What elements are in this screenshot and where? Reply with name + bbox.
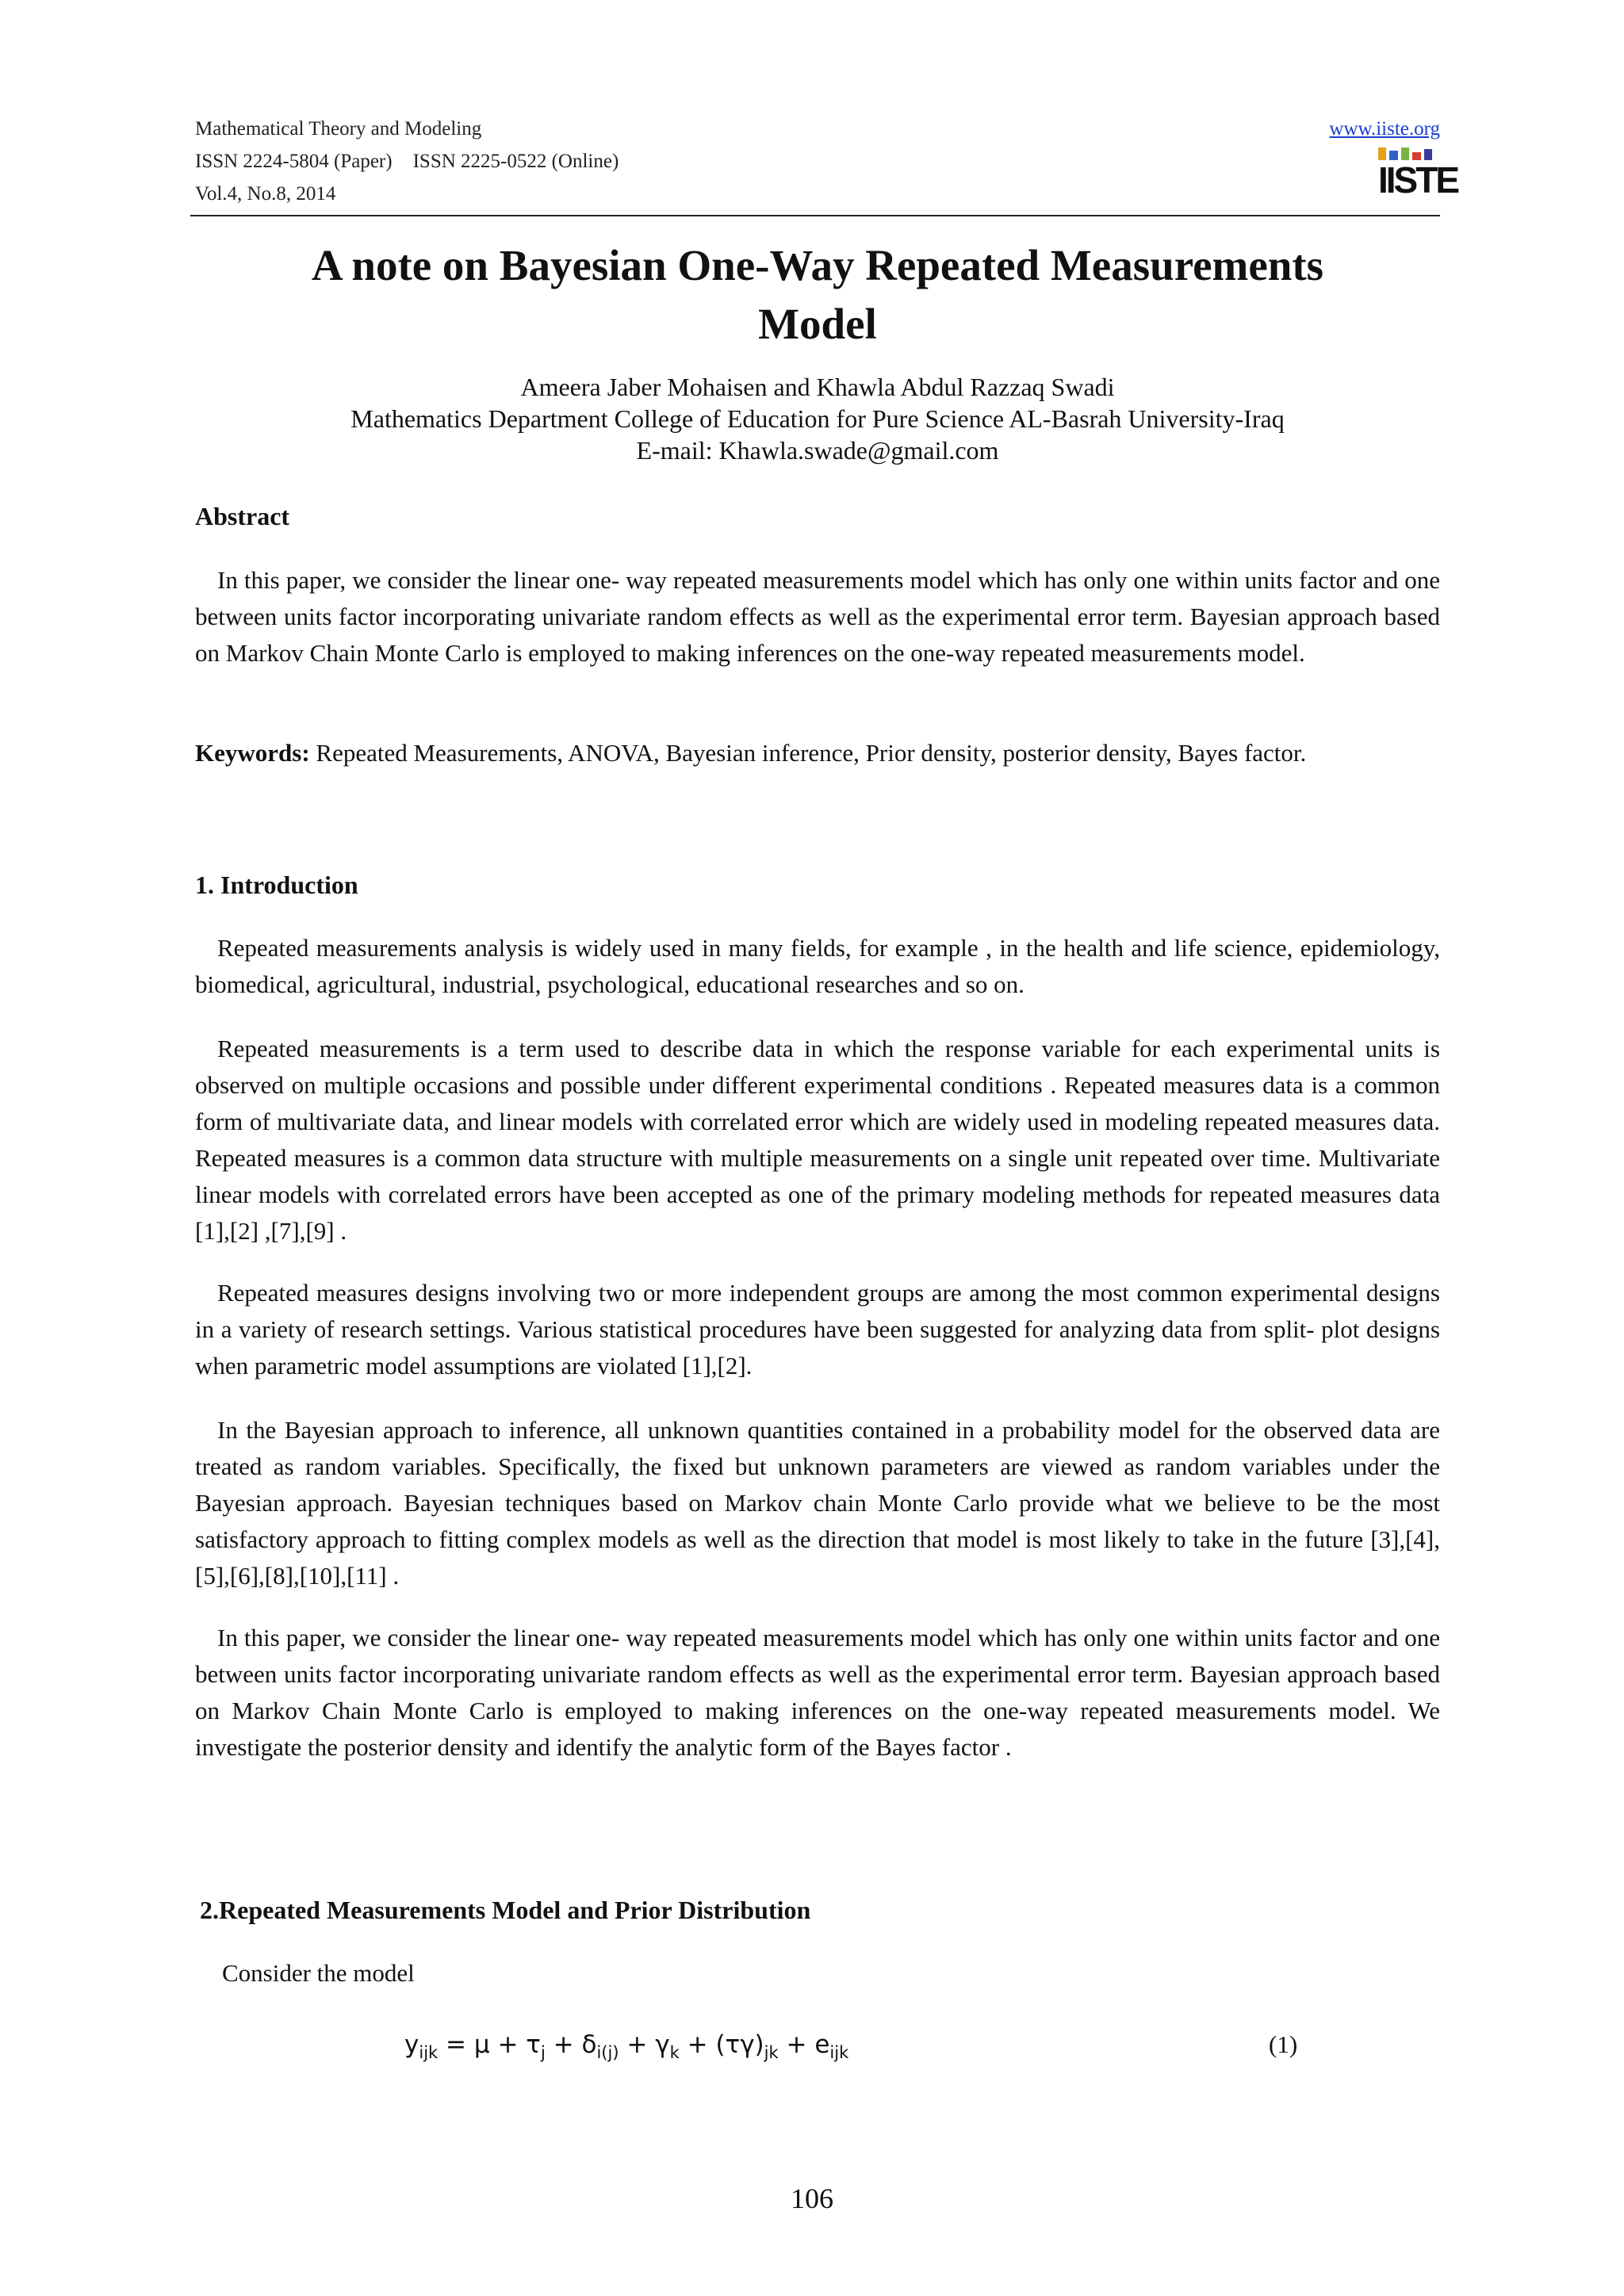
author-names: Ameera Jaber Mohaisen and Khawla Abdul Razzaq Swadi [520, 373, 1115, 401]
intro-paragraph-1: Repeated measurements analysis is widely used in many fields, for example , in the health and life science, epidemiology, biomedical, agricultural, industrial, psychological, educational researches and so on. [195, 934, 1440, 998]
paper-title [195, 236, 1440, 354]
volume-info: Vol.4, No.8, 2014 [195, 183, 336, 205]
page-number: 106 [791, 2183, 833, 2214]
intro-paragraph-2: Repeated measurements is a term used to describe data in which the response variable for each experimental units is observed on multiple occasions and possible under different experimental conditions . Repeated measures data is a common form of multivariate data, and linear models with correlated error which are widely used in modeling repeated measures data. Repeated measures is a common data structure with multiple measurements on a single unit repeated over time. Multivariate linear models with correlated errors have been accepted as one of the primary modeling methods for repeated measures data [1],[2] ,[7],[9] . [195, 1035, 1440, 1245]
logo-bars-icon [1378, 147, 1432, 160]
author-block [195, 371, 1440, 466]
abstract-text: In this paper, we consider the linear one- way repeated measurements model which has only one within units factor and one between units factor incorporating univariate random effects as well as the experimental error term. Bayesian approach based on Markov Chain Monte Carlo is employed to making inferences on the one-way repeated measurements model. [195, 566, 1440, 667]
journal-header [195, 113, 619, 210]
issn-online: ISSN 2225-0522 (Online) [412, 151, 619, 172]
intro-paragraph-3: Repeated measures designs involving two or more independent groups are among the most common experimental designs in a variety of research settings. Various statistical procedures have been suggested for analyzing data from split- plot designs when parametric model assumptions are violated [1],[2]. [195, 1279, 1440, 1380]
issn-line [195, 145, 619, 178]
header-divider [190, 215, 1440, 216]
equation-number: (1) [1269, 2030, 1298, 2058]
keywords-text: Repeated Measurements, ANOVA, Bayesian inference, Prior density, posterior density, Bayes factor. [309, 739, 1307, 767]
section-2-heading: 2.Repeated Measurements Model and Prior Distribution [200, 1896, 811, 1924]
keywords [195, 735, 1385, 771]
abstract-heading: Abstract [195, 502, 290, 530]
affiliation: Mathematics Department College of Education for Pure Science AL-Basrah University-Iraq [350, 404, 1285, 433]
website-link[interactable]: www.iiste.org [1329, 118, 1440, 140]
iiste-logo [1378, 147, 1458, 205]
intro-paragraph-5: In this paper, we consider the linear one- way repeated measurements model which has only one within units factor and one between units factor incorporating univariate random effects as well as the experimental error term. Bayesian approach based on Markov Chain Monte Carlo is employed to making inferences on the one-way repeated measurements model. We investigate the posterior density and identify the analytic form of the Bayes factor . [195, 1624, 1440, 1761]
title-line-1: A note on Bayesian One-Way Repeated Measurements [311, 241, 1324, 289]
consider-text: Consider the model [222, 1959, 415, 1987]
author-email: E-mail: Khawla.swade@gmail.com [636, 436, 999, 465]
model-equation: $y_{ijk} = \mu + \tau_j + \delta_{i(j)} + \gamma_k + (\tau\gamma)_{jk} + e_{ijk}$ [404, 2030, 849, 2063]
logo-wordmark: IISTE [1378, 159, 1458, 201]
intro-paragraph-4: In the Bayesian approach to inference, all unknown quantities contained in a probability model for the observed data are treated as random variables. Specifically, the fixed but unknown parameters are viewed as random variables under the Bayesian approach. Bayesian techniques based on Markov chain Monte Carlo provide what we believe to be the most satisfactory approach to fitting complex models as well as the direction that model is most likely to take in the future [3],[4],[5],[6],[8],[10],[11] . [195, 1416, 1440, 1590]
title-line-2: Model [758, 300, 877, 348]
keywords-label: Keywords: [195, 739, 310, 767]
section-1-heading: 1. Introduction [195, 871, 358, 899]
journal-name: Mathematical Theory and Modeling [195, 118, 482, 140]
issn-paper: ISSN 2224-5804 (Paper) [195, 151, 393, 172]
